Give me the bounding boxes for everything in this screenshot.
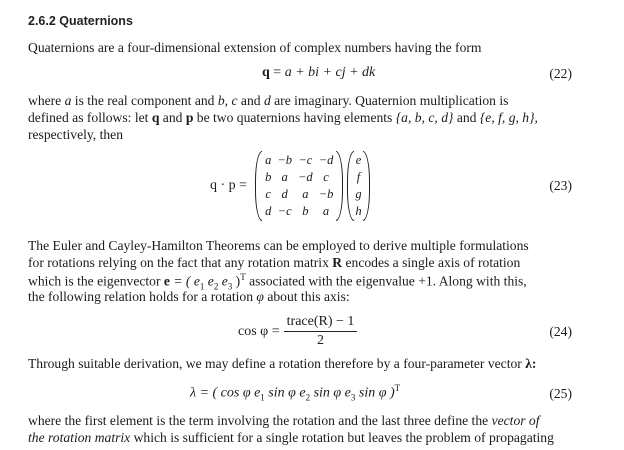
vector-row: [354, 169, 362, 186]
matrix-cell: −c: [277, 204, 292, 218]
eq24-fraction: [284, 314, 358, 349]
matrix-cell: −b: [318, 187, 334, 201]
paragraph-3-line-2: for rotations relying on the fact that any rotation matrix R encodes a single axis of rotation: [28, 255, 521, 270]
matrix-cell: a: [322, 204, 330, 218]
matrix-cell: d: [281, 187, 288, 201]
matrix-cell: a: [302, 187, 309, 201]
matrix-cell: c: [323, 170, 329, 184]
paragraph-4: Through suitable derivation, we may define a rotation therefore by a four-parameter vector λ:: [28, 356, 537, 371]
paragraph-5-line-1: where the first element is the term involving the rotation and the last three define the vector of: [28, 413, 540, 428]
eq24-lhs: cos φ =: [238, 323, 280, 339]
vector-row: [354, 203, 362, 220]
matrix-cell: −d: [298, 170, 313, 184]
eq24-denominator: 2: [317, 333, 325, 348]
equation-24: [238, 314, 357, 349]
matrix-cell: a: [281, 170, 288, 184]
matrix-cell: a: [265, 153, 272, 167]
eq23-vector: [347, 151, 369, 221]
paragraph-2-line-1: where a is the real component and b, c and d are imaginary. Quaternion multiplication is: [28, 93, 509, 108]
matrix-cell: −b: [277, 153, 292, 167]
equation-22-number: (22): [549, 66, 572, 81]
matrix-cell: b: [265, 170, 272, 184]
matrix-cell: b: [302, 204, 309, 218]
paragraph-3-line-1: The Euler and Cayley-Hamilton Theorems can be employed to derive multiple formulations: [28, 238, 529, 253]
matrix-cell: c: [265, 187, 271, 201]
equation-25-number: (25): [549, 386, 572, 401]
matrix-cell: −d: [318, 153, 334, 167]
vector-cell: e: [355, 153, 362, 167]
vector-cell: h: [355, 204, 362, 218]
equation-22: q = a + bi + cj + dk: [262, 65, 376, 80]
paragraph-5-line-2: the rotation matrix which is sufficient for a single rotation but leaves the problem of propagating: [28, 430, 554, 445]
paragraph-intro: Quaternions are a four-dimensional extension of complex numbers having the form: [28, 40, 482, 55]
paragraph-3-line-4: the following relation holds for a rotation φ about this axis:: [28, 289, 350, 304]
paragraph-3-line-3: which is the eigenvector e = ( $e_1$ $e_2$ $e_3$ )$^T$ associated with the eigenvalue +1. Along with this,: [28, 272, 527, 292]
paragraph-2-line-3: respectively, then: [28, 127, 123, 142]
equation-24-number: (24): [549, 324, 572, 339]
eq24-numerator: trace(R) − 1: [284, 314, 358, 332]
eq23-matrix: [255, 151, 343, 221]
paragraph-2-line-2: defined as follows: let q and p be two quaternions having elements {a, b, c, d} and {e, f, g, h},: [28, 110, 538, 125]
matrix-cell: d: [265, 204, 272, 218]
section-heading: 2.6.2 Quaternions: [28, 14, 133, 28]
equation-23-number: (23): [549, 178, 572, 193]
matrix-row: [262, 186, 336, 203]
eq22-lhs: q: [262, 65, 270, 80]
vector-row: [354, 186, 362, 203]
equation-23: [210, 151, 372, 221]
eq23-lhs: q · p =: [210, 178, 248, 193]
matrix-row: [262, 169, 336, 186]
vector-row: [354, 152, 362, 169]
vector-cell: g: [355, 187, 362, 201]
eq22-rhs: a + bi + cj + dk: [284, 65, 376, 80]
equation-25: λ = ( cos φ $e_1$ sin φ $e_2$ sin φ $e_3$ sin φ )$^T$: [190, 383, 401, 403]
vector-cell: f: [356, 170, 361, 184]
matrix-row: [262, 152, 336, 169]
matrix-row: [262, 203, 336, 220]
matrix-cell: −c: [298, 153, 313, 167]
